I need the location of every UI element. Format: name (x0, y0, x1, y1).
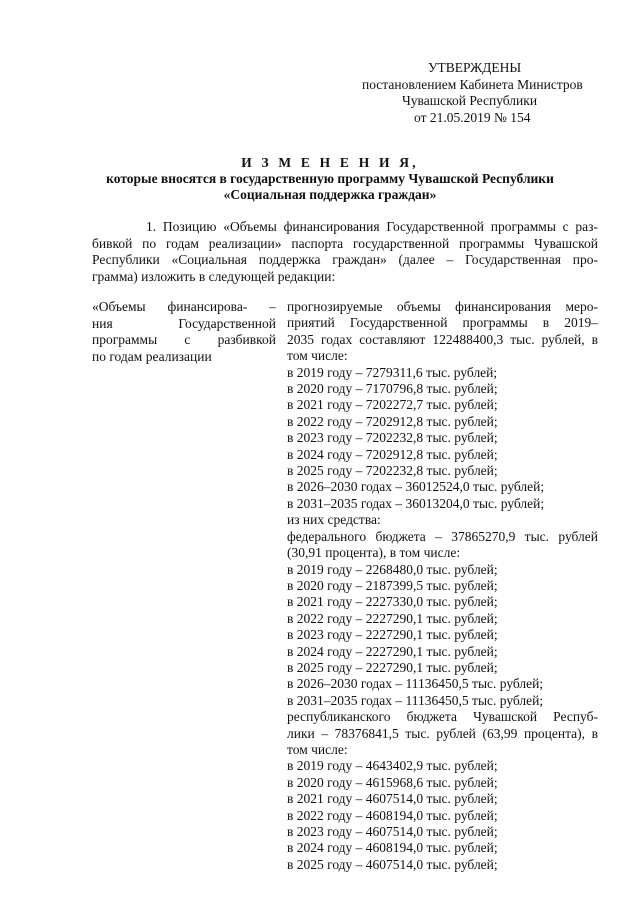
intro-line: грамма) изложить в следующей редакции: (92, 268, 336, 284)
right-cell-line: в 2021 году – 7202272,7 тыс. рублей; (287, 397, 498, 413)
right-cell-line: в 2020 году – 4615968,6 тыс. рублей; (287, 774, 498, 790)
approval-stamp (362, 60, 612, 126)
table-left-cell (92, 299, 276, 365)
right-cell-line: в 2031–2035 годах – 36013204,0 тыс. рублей; (287, 495, 545, 511)
approval-title: УТВЕРЖДЕНЫ (428, 60, 522, 75)
right-cell-line: приятий Государственной программы в 2019– (287, 315, 598, 331)
right-cell-line: лики – 78376841,5 тыс. рублей (63,99 процента), в (287, 725, 598, 741)
right-cell-line: в 2020 году – 2187399,5 тыс. рублей; (287, 577, 498, 593)
right-cell-line: в 2021 году – 4607514,0 тыс. рублей; (287, 791, 498, 807)
intro-line: 1. Позицию «Объемы финансирования Государственной программы с раз- (146, 219, 598, 234)
intro-line: Республики «Социальная поддержка граждан» (далее – Государственная про- (92, 252, 598, 267)
right-cell-line: в 2024 году – 7202912,8 тыс. рублей; (287, 446, 498, 462)
right-cell-line: (30,91 процента), в том числе: (287, 545, 461, 561)
table-right-cell (287, 299, 598, 873)
right-cell-line: в 2020 году – 7170796,8 тыс. рублей; (287, 381, 498, 397)
right-cell-line: в 2024 году – 2227290,1 тыс. рублей; (287, 643, 498, 659)
right-cell-line: в 2024 году – 4608194,0 тыс. рублей; (287, 840, 498, 856)
right-cell-line: в 2025 году – 7202232,8 тыс. рублей; (287, 463, 498, 479)
heading-program-name: «Социальная поддержка граждан» (223, 187, 437, 202)
left-cell-line: по годам реализации (92, 348, 212, 364)
right-cell-line: прогнозируемые объемы финансирования меро- (287, 299, 598, 314)
heading-subtitle: которые вносятся в государственную программу Чувашской Республики (106, 171, 554, 186)
right-cell-line: из них средства: (287, 512, 381, 528)
right-cell-line: в 2026–2030 годах – 36012524,0 тыс. рублей; (287, 479, 545, 495)
heading-title: И З М Е Н Е Н И Я, (241, 155, 419, 170)
right-cell-line: в 2025 году – 4607514,0 тыс. рублей; (287, 856, 498, 872)
right-cell-line: в 2023 году – 7202232,8 тыс. рублей; (287, 430, 498, 446)
right-cell-line: в 2019 году – 7279311,6 тыс. рублей; (287, 364, 498, 380)
right-cell-line: в 2025 году – 2227290,1 тыс. рублей; (287, 659, 498, 675)
right-cell-line: том числе: (287, 348, 348, 364)
right-cell-line: в 2019 году – 4643402,9 тыс. рублей; (287, 758, 498, 774)
approval-republic: Чувашской Республики (402, 93, 538, 108)
approval-authority: постановлением Кабинета Министров (362, 76, 583, 92)
right-cell-line: том числе: (287, 741, 348, 757)
right-cell-line: в 2031–2035 годах – 11136450,5 тыс. рублей; (287, 692, 544, 708)
right-cell-line: в 2026–2030 годах – 11136450,5 тыс. рублей; (287, 676, 544, 692)
right-cell-line: республиканского бюджета Чувашской Респуб- (287, 709, 598, 725)
left-cell-line: ния Государственной (92, 315, 276, 331)
right-cell-line: в 2022 году – 7202912,8 тыс. рублей; (287, 413, 498, 429)
left-cell-line: «Объемы финансирова- – (92, 299, 276, 314)
right-cell-line: в 2022 году – 2227290,1 тыс. рублей; (287, 610, 498, 626)
approval-date: от 21.05.2019 № 154 (414, 109, 531, 125)
right-cell-line: в 2022 году – 4608194,0 тыс. рублей; (287, 807, 498, 823)
intro-paragraph (92, 219, 598, 285)
document-heading (60, 155, 600, 203)
right-cell-line: 2035 годах составляют 122488400,3 тыс. рублей, в (287, 331, 598, 347)
right-cell-line: в 2023 году – 4607514,0 тыс. рублей; (287, 824, 498, 839)
right-cell-line: в 2021 году – 2227330,0 тыс. рублей; (287, 594, 498, 610)
left-cell-line: программы с разбивкой (92, 332, 276, 347)
right-cell-line: в 2023 году – 2227290,1 тыс. рублей; (287, 627, 498, 643)
right-cell-line: федерального бюджета – 37865270,9 тыс. рублей (287, 528, 598, 544)
right-cell-line: в 2019 году – 2268480,0 тыс. рублей; (287, 561, 498, 577)
intro-line: бивкой по годам реализации» паспорта государственной программы Чувашской (92, 235, 598, 251)
